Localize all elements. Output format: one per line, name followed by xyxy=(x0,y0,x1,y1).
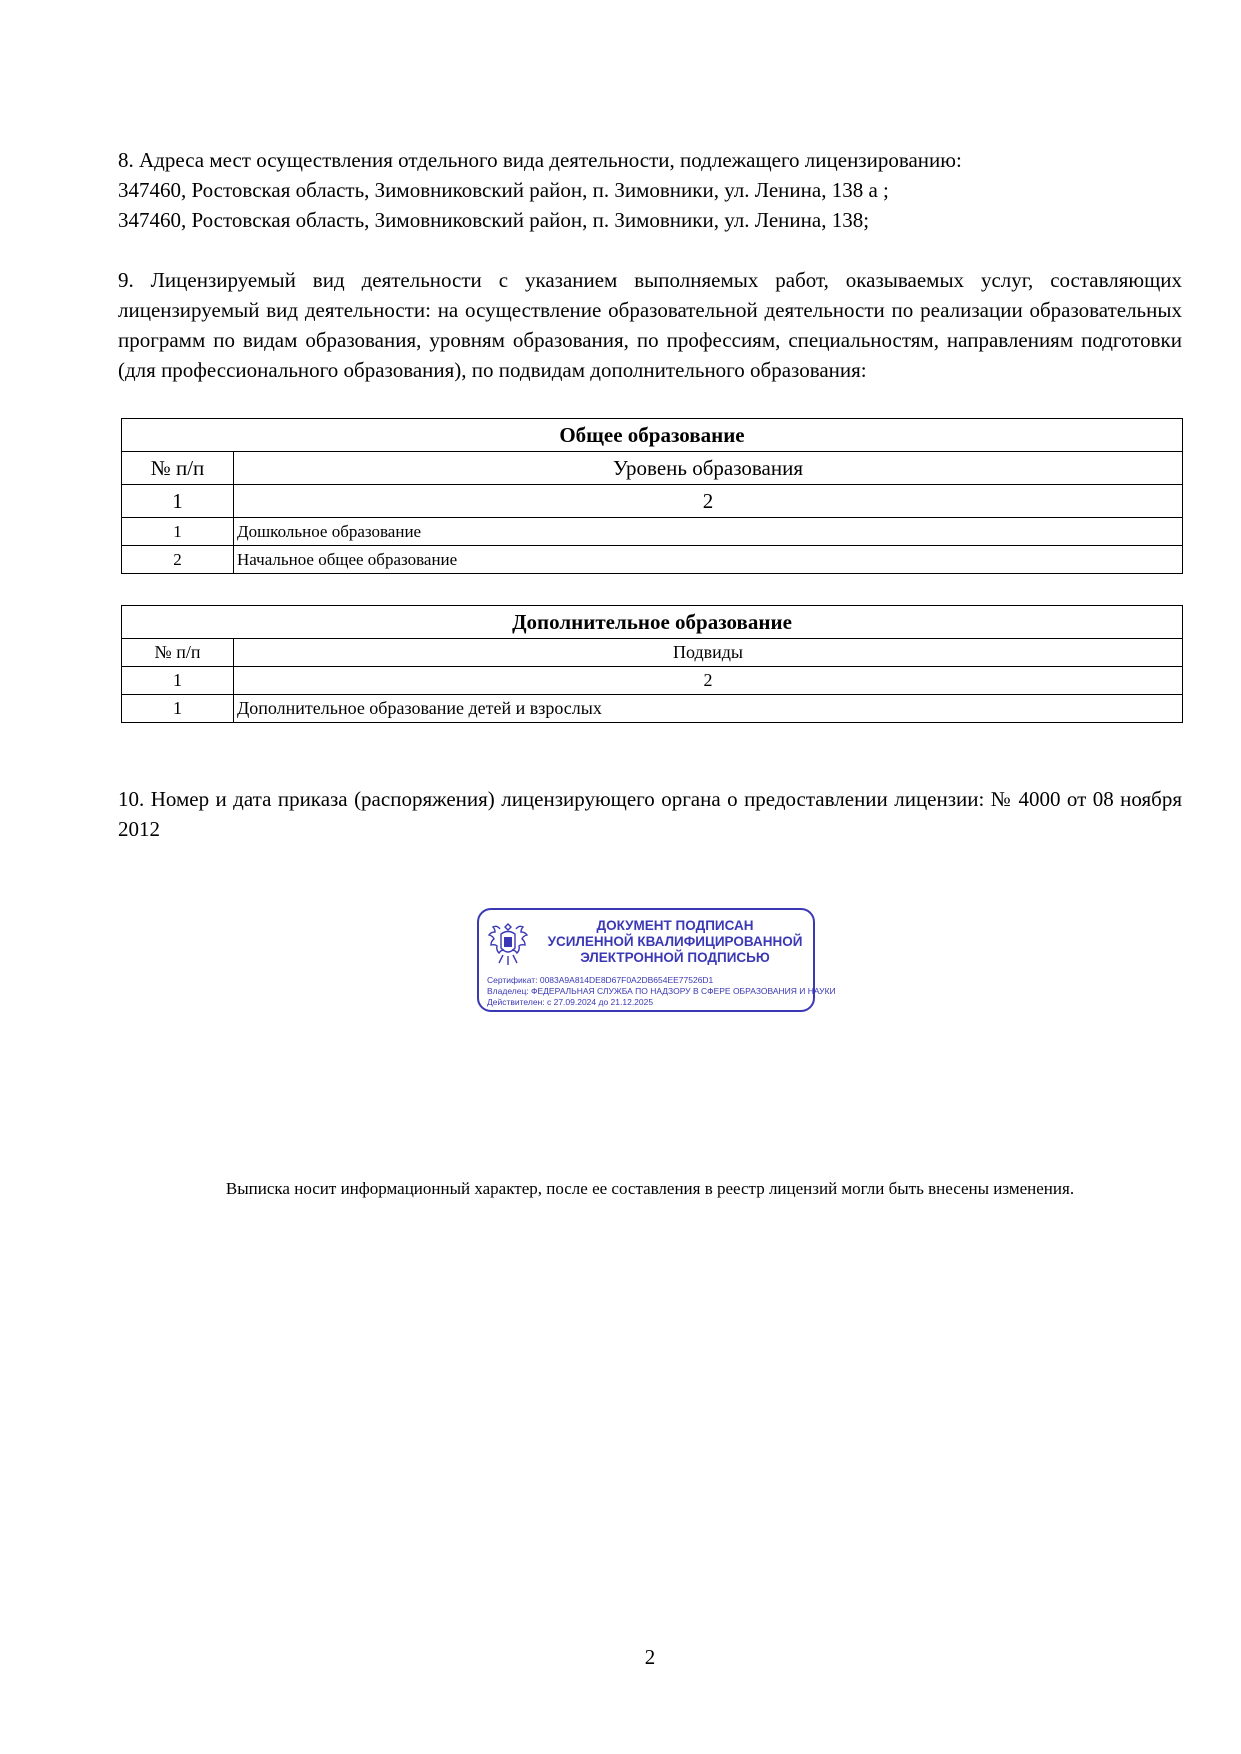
table-title-row xyxy=(122,606,1183,639)
table-header-row xyxy=(122,452,1183,485)
section-9 xyxy=(118,265,1182,385)
double-headed-eagle-emblem-icon xyxy=(487,920,529,968)
additional-education-table xyxy=(121,605,1183,723)
stamp-title xyxy=(539,918,811,966)
table-index-row xyxy=(122,485,1183,518)
electronic-signature-stamp xyxy=(477,908,836,1012)
table-row xyxy=(122,546,1183,574)
table-title-row xyxy=(122,419,1183,452)
table-title: Дополнительное образование xyxy=(122,606,1183,639)
column-header-level: Уровень образования xyxy=(234,452,1183,485)
stamp-certificate: Сертификат: 0083A9A814DE8D67F0A2DB654EE77526D1 xyxy=(487,975,714,985)
table-index-row xyxy=(122,667,1183,695)
section-8 xyxy=(118,145,1182,235)
section-10 xyxy=(118,784,1182,844)
disclaimer-note: Выписка носит информационный характер, после ее составления в реестр лицензий могли быть внесены изменения. xyxy=(225,1179,1075,1198)
column-header-number: № п/п xyxy=(122,639,234,667)
row-number: 1 xyxy=(122,695,234,723)
stamp-title-line: ДОКУМЕНТ ПОДПИСАН xyxy=(596,918,754,933)
row-number: 2 xyxy=(122,546,234,574)
stamp-title-line: УСИЛЕННОЙ КВАЛИФИЦИРОВАННОЙ xyxy=(547,934,803,949)
section-8-heading: 8. Адреса мест осуществления отдельного вида деятельности, подлежащего лицензированию: xyxy=(118,148,962,172)
row-name: Начальное общее образование xyxy=(234,546,1183,574)
address-line: 347460, Ростовская область, Зимовниковский район, п. Зимовники, ул. Ленина, 138; xyxy=(118,208,870,232)
column-header-subtype: Подвиды xyxy=(234,639,1183,667)
row-name: Дошкольное образование xyxy=(234,518,1183,546)
stamp-owner: Владелец: ФЕДЕРАЛЬНАЯ СЛУЖБА ПО НАДЗОРУ В СФЕРЕ ОБРАЗОВАНИЯ И НАУКИ xyxy=(487,986,836,996)
table-row xyxy=(122,518,1183,546)
stamp-validity: Действителен: с 27.09.2024 до 21.12.2025 xyxy=(487,997,654,1007)
general-education-table xyxy=(121,418,1183,574)
stamp-title-line: ЭЛЕКТРОННОЙ ПОДПИСЬЮ xyxy=(580,950,770,965)
table-title: Общее образование xyxy=(122,419,1183,452)
row-name: Дополнительное образование детей и взрослых xyxy=(234,695,1183,723)
row-number: 1 xyxy=(122,518,234,546)
table-row xyxy=(122,695,1183,723)
column-header-number: № п/п xyxy=(122,452,234,485)
section-10-text: 10. Номер и дата приказа (распоряжения) лицензирующего органа о предоставлении лицензии: № 4000 от 08 ноября 2012 xyxy=(118,787,1182,841)
page-number: 2 xyxy=(644,1645,656,1669)
address-line: 347460, Ростовская область, Зимовниковский район, п. Зимовники, ул. Ленина, 138 а ; xyxy=(118,178,889,202)
stamp-details xyxy=(487,975,836,1008)
table-header-row xyxy=(122,639,1183,667)
index-cell: 2 xyxy=(234,667,1183,695)
index-cell: 1 xyxy=(122,485,234,518)
index-cell: 2 xyxy=(234,485,1183,518)
section-9-text: 9. Лицензируемый вид деятельности с указанием выполняемых работ, оказываемых услуг, составляющих лицензируемый вид деятельности: на осуществление образовательной деятельности по реализации образовательных программ по видам образования, уровням образования, по профессиям, специальностям, направлениям подготовки (для профессионального образования), по подвидам дополнительного образования: xyxy=(118,268,1182,382)
index-cell: 1 xyxy=(122,667,234,695)
